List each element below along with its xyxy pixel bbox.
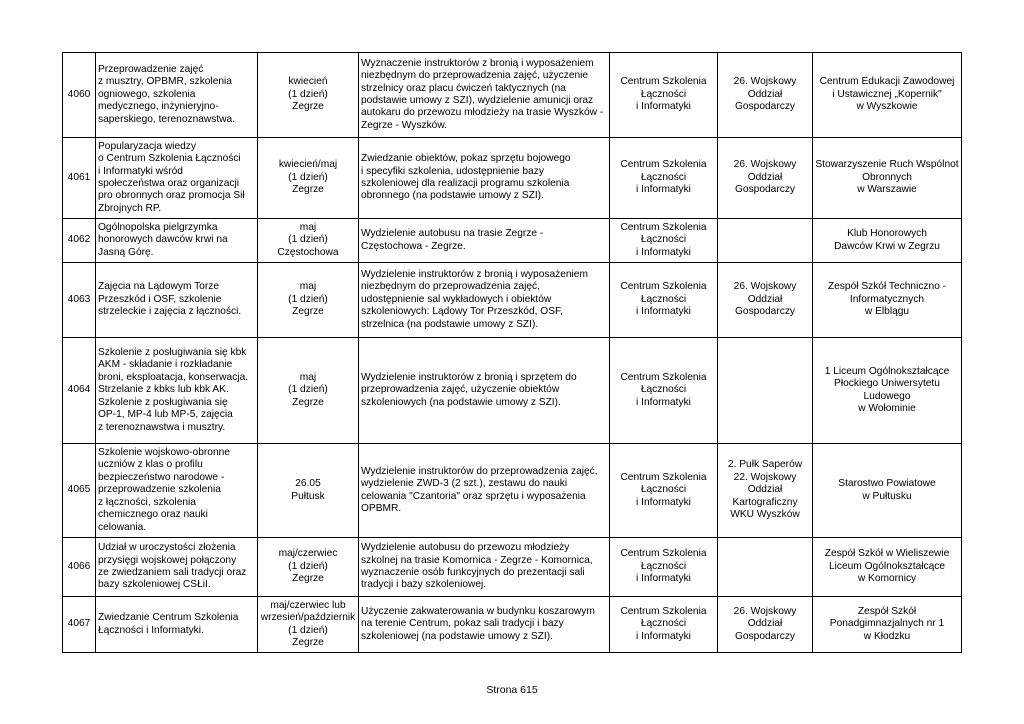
row-number: 4067 [63, 597, 96, 653]
activity-scope: Zwiedzanie obiektów, pokaz sprzętu bojowego i specyfiki szkolenia, udostępnienie bazy szkoleniowej dla realizacji programu szkolenia obronnego (na podstawie umowy z SZI). [359, 138, 610, 219]
organizer-center: Centrum Szkolenia Łączności i Informatyki [610, 53, 718, 138]
activity-title: Szkolenie wojskowo-obronne uczniów z klas o profilu bezpieczeństwo narodowe - przeprowadzenie szkolenia z łączności, szkolenia chemicznego oraz nauki celowania. [96, 444, 258, 538]
activity-date-place: kwiecień (1 dzień) Zegrze [258, 53, 359, 138]
supporting-unit: 26. Wojskowy Oddział Gospodarczy [718, 53, 813, 138]
activity-scope: Wydzielenie instruktorów z bronią i sprzętem do przeprowadzenia zajęć, użyczenie obiektów szkoleniowych (na podstawie umowy z SZI). [359, 338, 610, 444]
activity-title: Ogólnopolska pielgrzymka honorowych dawców krwi na Jasną Górę. [96, 219, 258, 263]
supporting-unit [718, 338, 813, 444]
supporting-unit: 26. Wojskowy Oddział Gospodarczy [718, 597, 813, 653]
organizer-center: Centrum Szkolenia Łączności i Informatyki [610, 263, 718, 338]
activity-date-place: maj/czerwiec lub wrzesień/październik (1 dzień) Zegrze [258, 597, 359, 653]
supporting-unit: 26. Wojskowy Oddział Gospodarczy [718, 138, 813, 219]
activity-scope: Wydzielenie instruktorów do przeprowadzenia zajęć, wydzielenie ZWD-3 (2 szt.), zestawu do nauki celowania "Czantoria" oraz sprzętu i wyposażenia OPBMR. [359, 444, 610, 538]
activity-title: Zwiedzanie Centrum Szkolenia Łączności i Informatyki. [96, 597, 258, 653]
table-row [63, 338, 962, 444]
table-row [63, 53, 962, 138]
table-row [63, 597, 962, 653]
activity-scope: Wydzielenie autobusu do przewozu młodzieży szkolnej na trasie Komornica - Zegrze - Komornica, wyznaczenie osób funkcyjnych do prezentacji sali tradycji i bazy szkoleniowej. [359, 538, 610, 597]
organizer-center: Centrum Szkolenia Łączności i Informatyki [610, 138, 718, 219]
supporting-unit [718, 219, 813, 263]
activity-date-place: 26.05 Pułtusk [258, 444, 359, 538]
partner-institution: Klub Honorowych Dawców Krwi w Zegrzu [813, 219, 962, 263]
partner-institution: 1 Liceum Ogólnokształcące Płockiego Uniwersytetu Ludowego w Wołominie [813, 338, 962, 444]
table-row [63, 444, 962, 538]
partner-institution: Stowarzyszenie Ruch Wspólnot Obronnych w Warszawie [813, 138, 962, 219]
activity-scope: Wydzielenie instruktorów z bronią i wyposażeniem niezbędnym do przeprowadzenia zajęć, udostępnienie sal wykładowych i obiektów szkoleniowych: Lądowy Tor Przeszkód, OSF, strzelnica (na podstawie umowy z SZI). [359, 263, 610, 338]
row-number: 4060 [63, 53, 96, 138]
organizer-center: Centrum Szkolenia Łączności i Informatyki [610, 338, 718, 444]
activity-scope: Wyznaczenie instruktorów z bronią i wyposażeniem niezbędnym do przeprowadzenia zajęć, użyczenie strzelnicy oraz placu ćwiczeń taktycznych (na podstawie umowy z SZI), wydzielenie amunicji oraz autokaru do przewozu młodzieży na trasie Wyszków - Zegrze - Wyszków. [359, 53, 610, 138]
activity-title: Udział w uroczystości złożenia przysięgi wojskowej połączony ze zwiedzaniem sali tradycji oraz bazy szkoleniowej CSŁiI. [96, 538, 258, 597]
partner-institution: Zespół Szkół w Wieliszewie Liceum Ogólnokształcące w Komornicy [813, 538, 962, 597]
activity-scope: Wydzielenie autobusu na trasie Zegrze - Częstochowa - Zegrze. [359, 219, 610, 263]
partner-institution: Zespół Szkół Ponadgimnazjalnych nr 1 w Kłodzku [813, 597, 962, 653]
row-number: 4063 [63, 263, 96, 338]
organizer-center: Centrum Szkolenia Łączności i Informatyki [610, 444, 718, 538]
activity-date-place: maj (1 dzień) Zegrze [258, 263, 359, 338]
row-number: 4062 [63, 219, 96, 263]
partner-institution: Centrum Edukacji Zawodowej i Ustawicznej „Kopernik" w Wyszkowie [813, 53, 962, 138]
organizer-center: Centrum Szkolenia Łączności i Informatyki [610, 597, 718, 653]
organizer-center: Centrum Szkolenia Łączności i Informatyki [610, 538, 718, 597]
page-number: Strona 615 [486, 684, 538, 696]
activity-title: Szkolenie z posługiwania się kbk AKM - składanie i rozkładanie broni, eksploatacja, konserwacja. Strzelanie z kbks lub kbk AK. Szkolenie z posługiwania się OP-1, MP-4 lub MP-5, zajęcia z terenoznawstwa i musztry. [96, 338, 258, 444]
activity-title: Popularyzacja wiedzy o Centrum Szkolenia Łączności i Informatyki wśród społeczeństwa oraz organizacji pro obronnych oraz promocja Sił Zbrojnych RP. [96, 138, 258, 219]
table-row [63, 219, 962, 263]
row-number: 4064 [63, 338, 96, 444]
supporting-unit [718, 538, 813, 597]
document-table [62, 52, 962, 653]
organizer-center: Centrum Szkolenia Łączności i Informatyki [610, 219, 718, 263]
supporting-unit: 26. Wojskowy Oddział Gospodarczy [718, 263, 813, 338]
activity-date-place: maj (1 dzień) Zegrze [258, 338, 359, 444]
activity-title: Zajęcia na Lądowym Torze Przeszkód i OSF, szkolenie strzeleckie i zajęcia z łączności. [96, 263, 258, 338]
table-row [63, 263, 962, 338]
table-row [63, 138, 962, 219]
activity-title: Przeprowadzenie zajęć z musztry, OPBMR, szkolenia ogniowego, szkolenia medycznego, inżynieryjno- saperskiego, terenoznawstwa. [96, 53, 258, 138]
partner-institution: Zespół Szkół Techniczno - Informatycznych w Elblągu [813, 263, 962, 338]
table-row [63, 538, 962, 597]
supporting-unit: 2. Pułk Saperów 22. Wojskowy Oddział Kartograficzny WKU Wyszków [718, 444, 813, 538]
activity-scope: Użyczenie zakwaterowania w budynku koszarowym na terenie Centrum, pokaz sali tradycji i bazy szkoleniowej (na podstawie umowy z SZI). [359, 597, 610, 653]
row-number: 4065 [63, 444, 96, 538]
activity-date-place: maj (1 dzień) Częstochowa [258, 219, 359, 263]
row-number: 4066 [63, 538, 96, 597]
partner-institution: Starostwo Powiatowe w Pułtusku [813, 444, 962, 538]
activity-date-place: maj/czerwiec (1 dzień) Zegrze [258, 538, 359, 597]
row-number: 4061 [63, 138, 96, 219]
activity-date-place: kwiecień/maj (1 dzień) Zegrze [258, 138, 359, 219]
